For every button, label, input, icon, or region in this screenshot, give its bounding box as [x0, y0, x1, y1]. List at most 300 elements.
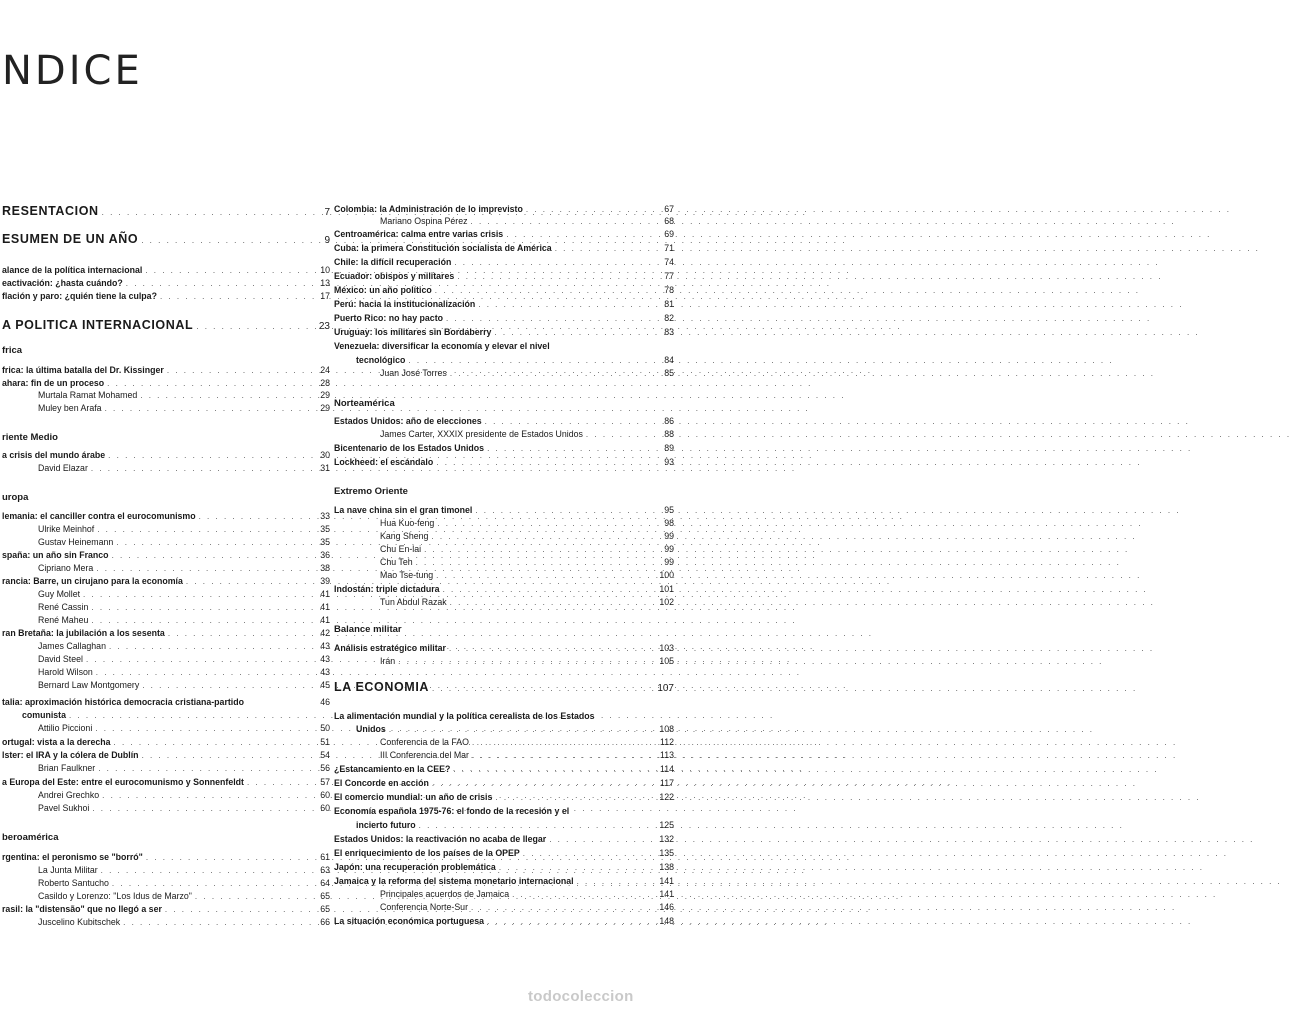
toc-entry-title: a Europa del Este: entre el eurocomunismo y Sonnenfeldt — [2, 777, 244, 787]
toc-leader-dots — [487, 916, 655, 927]
toc-leader-dots — [431, 531, 655, 542]
toc-right-column — [334, 0, 674, 1018]
toc-entry-title: Chile: la difícil recuperación — [334, 257, 452, 267]
toc-page-number: 132 — [659, 834, 674, 844]
toc-section-heading: Balance militar — [334, 624, 402, 635]
toc-leader-dots — [495, 792, 655, 803]
toc-page-number: 60 — [320, 803, 330, 813]
toc-leader-dots — [457, 271, 655, 282]
toc-entry-title: James Callaghan — [38, 641, 106, 651]
toc-entry — [334, 792, 674, 803]
toc-page-number: 38 — [320, 563, 330, 573]
toc-subentry — [0, 763, 330, 774]
toc-page-number: 39 — [320, 576, 330, 586]
toc-leader-dots — [116, 537, 311, 548]
toc-page-number: 46 — [320, 697, 330, 707]
toc-leader-dots — [165, 904, 311, 915]
toc-page-number: 81 — [664, 299, 674, 309]
toc-page-number: 56 — [320, 763, 330, 773]
toc-subentry — [0, 641, 330, 652]
toc-leader-dots — [436, 457, 655, 468]
toc-entry-title: talia: aproximación histórica democracia cristiana-partido — [2, 697, 244, 707]
toc-entry-title: Japón: una recuperación problemática — [334, 862, 496, 872]
toc-page-number: 89 — [664, 443, 674, 453]
toc-leader-dots — [475, 505, 655, 516]
toc-leader-dots — [107, 378, 311, 389]
toc-entry-title: rasil: la "distensão" que no llegó a ser — [2, 904, 162, 914]
toc-entry — [334, 834, 674, 845]
toc-entry-title: El Concorde en acción — [334, 778, 429, 788]
toc-entry — [334, 584, 674, 595]
toc-subentry — [334, 750, 674, 761]
toc-page-number: 29 — [320, 403, 330, 413]
toc-page-number: 99 — [664, 544, 674, 554]
toc-entry-title: tecnológico — [356, 355, 406, 365]
toc-entry — [334, 711, 674, 722]
toc-entry-title: Harold Wilson — [38, 667, 93, 677]
toc-leader-dots — [102, 205, 311, 220]
toc-entry-title: rancia: Barre, un cirujano para la economía — [2, 576, 183, 586]
toc-page-number: 65 — [320, 904, 330, 914]
toc-page-number: 50 — [320, 723, 330, 733]
toc-leader-dots — [98, 763, 311, 774]
toc-leader-dots — [91, 602, 311, 613]
toc-leader-dots — [478, 299, 655, 310]
toc-leader-dots — [91, 615, 311, 626]
toc-subentry — [0, 790, 330, 801]
toc-part-entry — [0, 318, 330, 334]
toc-page-number: 148 — [659, 916, 674, 926]
toc-entry — [0, 750, 330, 761]
toc-entry-title: LA ECONOMIA — [334, 680, 430, 694]
toc-entry — [334, 778, 674, 789]
toc-entry-title: flación y paro: ¿quién tiene la culpa? — [2, 291, 157, 301]
toc-entry-title: Indostán: triple dictadura — [334, 584, 440, 594]
toc-page-number: 7 — [324, 207, 330, 218]
toc-leader-dots — [436, 570, 655, 581]
toc-entry-title: Conferencia Norte-Sur — [380, 902, 469, 912]
toc-leader-dots — [471, 216, 655, 227]
toc-page-number: 141 — [659, 876, 674, 886]
toc-subentry — [334, 429, 674, 440]
toc-leader-dots — [142, 750, 311, 761]
toc-leader-dots — [114, 737, 311, 748]
toc-entry — [0, 378, 330, 389]
toc-entry-title: ran Bretaña: la jubilación a los sesenta — [2, 628, 165, 638]
toc-entry-title: eactivación: ¿hasta cuándo? — [2, 278, 123, 288]
toc-entry — [334, 416, 674, 427]
toc-entry-title: Bicentenario de los Estados Unidos — [334, 443, 485, 453]
toc-entry-title: Mao Tse-tung — [380, 570, 434, 580]
toc-entry — [0, 576, 330, 587]
toc-page-number: 43 — [320, 667, 330, 677]
toc-entry-title: ahara: fin de un proceso — [2, 378, 105, 388]
toc-entry — [0, 628, 330, 639]
toc-leader-dots — [112, 550, 311, 561]
toc-entry-title: Juan José Torres — [380, 368, 447, 378]
toc-section-heading: uropa — [2, 492, 29, 503]
toc-subentry — [0, 891, 330, 902]
toc-entry-title: Tun Abdul Razak — [380, 597, 447, 607]
toc-entry-title: alance de la política internacional — [2, 265, 143, 275]
toc-page-number: 93 — [664, 457, 674, 467]
toc-page-number: 57 — [320, 777, 330, 787]
toc-page-number: 83 — [664, 327, 674, 337]
toc-page-number: 10 — [320, 265, 330, 275]
toc-entry — [0, 737, 330, 748]
toc-entry-title: Ulrike Meinhof — [38, 524, 95, 534]
toc-page-number: 66 — [320, 917, 330, 927]
toc-entry-title: David Steel — [38, 654, 83, 664]
toc-entry-title: Roberto Santucho — [38, 878, 109, 888]
toc-page-number: 98 — [664, 518, 674, 528]
toc-subentry — [0, 667, 330, 678]
toc-subentry — [334, 902, 674, 913]
toc-subentry — [0, 563, 330, 574]
toc-entry-title: frica: la última batalla del Dr. Kissinger — [2, 365, 164, 375]
toc-page-number: 88 — [664, 429, 674, 439]
toc-subentry — [334, 518, 674, 529]
toc-entry — [334, 285, 674, 296]
toc-page-number: 29 — [320, 390, 330, 400]
toc-entry-title: Gustav Heinemann — [38, 537, 114, 547]
toc-entry — [334, 916, 674, 927]
toc-entry-title: Brian Faulkner — [38, 763, 96, 773]
toc-page-number: 35 — [320, 537, 330, 547]
toc-leader-dots — [506, 229, 655, 240]
toc-entry-title: comunista — [22, 710, 66, 720]
toc-page-number: 99 — [664, 557, 674, 567]
toc-entry-title: lster: el IRA y la cólera de Dublín — [2, 750, 139, 760]
toc-page-number: 36 — [320, 550, 330, 560]
toc-leader-dots — [97, 524, 311, 535]
toc-entry-title: Estados Unidos: año de elecciones — [334, 416, 482, 426]
toc-leader-dots — [555, 243, 655, 254]
toc-entry-title: Chu Teh — [380, 557, 413, 567]
toc-page-number: 99 — [664, 531, 674, 541]
toc-section-heading: beroamérica — [2, 832, 59, 843]
toc-leader-dots — [92, 803, 311, 814]
toc-entry — [334, 443, 674, 454]
toc-entry — [0, 511, 330, 522]
toc-page-number: 82 — [664, 313, 674, 323]
toc-entry-title: René Cassin — [38, 602, 89, 612]
toc-entry — [334, 271, 674, 282]
toc-subentry — [334, 368, 674, 379]
toc-leader-dots — [86, 654, 311, 665]
toc-entry-title: Bernard Law Montgomery — [38, 680, 140, 690]
toc-subentry — [0, 403, 330, 414]
toc-leader-dots — [472, 737, 655, 748]
toc-leader-dots — [454, 257, 655, 268]
toc-leader-dots — [108, 450, 311, 461]
toc-entry-title: Mariano Ospina Pérez — [380, 216, 468, 226]
toc-leader-dots — [142, 680, 311, 691]
toc-entry-title: a crisis del mundo árabe — [2, 450, 106, 460]
toc-entry-title: James Carter, XXXIX presidente de Estados Unidos — [380, 429, 583, 439]
toc-leader-dots — [416, 557, 655, 568]
toc-page-number: 30 — [320, 450, 330, 460]
toc-leader-dots — [437, 518, 655, 529]
toc-page-number: 35 — [320, 524, 330, 534]
toc-page-number: 125 — [659, 820, 674, 830]
toc-leader-dots — [494, 327, 655, 338]
toc-leader-dots — [485, 416, 655, 427]
toc-entry — [334, 257, 674, 268]
toc-entry-title: René Maheu — [38, 615, 89, 625]
toc-entry — [0, 904, 330, 915]
toc-leader-dots — [499, 862, 655, 873]
toc-entry-title: La nave china sin el gran timonel — [334, 505, 473, 515]
toc-subentry — [334, 216, 674, 227]
toc-entry-title: ESUMEN DE UN AÑO — [2, 232, 139, 246]
toc-subentry — [334, 889, 674, 900]
toc-section-heading: frica — [2, 345, 23, 356]
toc-section-heading: riente Medio — [2, 432, 58, 443]
toc-entry-title: Venezuela: diversificar la economía y elevar el nivel — [334, 341, 550, 351]
toc-subentry — [0, 878, 330, 889]
toc-entry — [334, 457, 674, 468]
toc-leader-dots — [446, 313, 655, 324]
toc-entry-title: Hua Kuo-feng — [380, 518, 435, 528]
toc-entry — [334, 229, 674, 240]
toc-entry-title: ortugal: vista a la derecha — [2, 737, 111, 747]
toc-subentry — [0, 917, 330, 928]
toc-leader-dots — [102, 790, 311, 801]
toc-entry-title: Pavel Sukhoi — [38, 803, 90, 813]
toc-entry-title: Casildo y Lorenzo: "Los Idus de Marzo" — [38, 891, 192, 901]
toc-leader-dots — [112, 878, 311, 889]
toc-page-number: 54 — [320, 750, 330, 760]
toc-entry-title: David Elazar — [38, 463, 88, 473]
toc-part-entry — [0, 204, 330, 220]
toc-page-number: 28 — [320, 378, 330, 388]
toc-entry — [334, 299, 674, 310]
toc-subentry — [334, 531, 674, 542]
toc-entry — [0, 697, 330, 708]
toc-page-number: 138 — [659, 862, 674, 872]
toc-page-number: 85 — [664, 368, 674, 378]
toc-entry — [0, 852, 330, 863]
toc-subentry — [0, 463, 330, 474]
toc-entry — [334, 327, 674, 338]
toc-entry-title: Perú: hacia la institucionalización — [334, 299, 476, 309]
toc-page-number: 95 — [664, 505, 674, 515]
toc-page-number: 31 — [320, 463, 330, 473]
toc-entry-title: A POLITICA INTERNACIONAL — [2, 318, 194, 332]
toc-entry — [334, 724, 674, 735]
toc-page-number: 64 — [320, 878, 330, 888]
toc-subentry — [334, 656, 674, 667]
toc-page-number: 45 — [320, 680, 330, 690]
toc-entry-title: La situación económica portuguesa — [334, 916, 485, 926]
toc-entry-title: RESENTACION — [2, 204, 99, 218]
toc-part-entry — [0, 232, 330, 248]
toc-page-number: 41 — [320, 602, 330, 612]
toc-entry — [334, 848, 674, 859]
toc-subentry — [334, 570, 674, 581]
toc-subentry — [334, 557, 674, 568]
toc-entry — [0, 777, 330, 788]
toc-entry-title: Colombia: la Administración de lo imprevisto — [334, 204, 523, 214]
toc-page-number: 61 — [320, 852, 330, 862]
toc-subentry — [0, 602, 330, 613]
toc-leader-dots — [586, 429, 655, 440]
toc-leader-dots — [195, 891, 311, 902]
toc-leader-dots — [247, 777, 311, 788]
toc-leader-dots — [91, 463, 311, 474]
toc-leader-dots — [424, 544, 655, 555]
toc-page-number: 113 — [659, 750, 674, 760]
toc-entry-title: Kang Sheng — [380, 531, 429, 541]
toc-entry-title: Unidos — [356, 724, 386, 734]
toc-entry-title: Cuba: la primera Constitución socialista de América — [334, 243, 552, 253]
toc-page-number: 68 — [664, 216, 674, 226]
toc-page-number: 108 — [659, 724, 674, 734]
toc-leader-dots — [123, 917, 311, 928]
toc-section-heading: Extremo Oriente — [334, 486, 408, 497]
toc-entry-title: Cipriano Mera — [38, 563, 94, 573]
toc-entry-title: Guy Mollet — [38, 589, 81, 599]
toc-entry-title: III Conferencia del Mar — [380, 750, 469, 760]
toc-leader-dots — [408, 355, 655, 366]
toc-entry-title: Uruguay: los militares sin Bordaberry — [334, 327, 492, 337]
toc-entry — [0, 291, 330, 302]
toc-entry-title: lemania: el canciller contra el eurocomunismo — [2, 511, 196, 521]
toc-page-number: 17 — [320, 291, 330, 301]
toc-subentry — [0, 803, 330, 814]
toc-page-number: 43 — [320, 654, 330, 664]
toc-entry — [0, 278, 330, 289]
toc-subentry — [0, 654, 330, 665]
toc-subentry — [0, 589, 330, 600]
toc-leader-dots — [577, 876, 655, 887]
toc-page-number: 84 — [664, 355, 674, 365]
toc-page-number: 41 — [320, 589, 330, 599]
toc-subentry — [0, 524, 330, 535]
toc-entry — [334, 764, 674, 775]
toc-subentry — [0, 865, 330, 876]
toc-page-number: 117 — [659, 778, 674, 788]
toc-leader-dots — [435, 285, 655, 296]
toc-leader-dots — [512, 889, 655, 900]
toc-leader-dots — [549, 834, 655, 845]
toc-leader-dots — [146, 852, 311, 863]
toc-page-number: 100 — [659, 570, 674, 580]
toc-page-number: 78 — [664, 285, 674, 295]
toc-leader-dots — [140, 390, 311, 401]
toc-entry-title: Puerto Rico: no hay pacto — [334, 313, 443, 323]
toc-page-number: 67 — [664, 204, 674, 214]
toc-entry-title: Andrei Grechko — [38, 790, 100, 800]
toc-entry-title: Conferencia de la FAO — [380, 737, 469, 747]
toc-page-number: 101 — [659, 584, 674, 594]
toc-section-heading: Norteamérica — [334, 398, 395, 409]
toc-leader-dots — [472, 750, 655, 761]
toc-page-number: 33 — [320, 511, 330, 521]
toc-entry-title: Jamaica y la reforma del sistema monetario internacional — [334, 876, 574, 886]
toc-leader-dots — [186, 576, 311, 587]
toc-entry-title: Economía española 1975-76: el fondo de la recesión y el — [334, 806, 570, 816]
toc-entry — [0, 265, 330, 276]
toc-entry-title: La Junta Militar — [38, 865, 98, 875]
toc-part-entry — [334, 680, 674, 696]
toc-entry-title: La alimentación mundial y la política cerealista de los Estados — [334, 711, 595, 721]
toc-page-number: 146 — [659, 902, 674, 912]
toc-entry — [334, 806, 674, 817]
watermark-logo: todocoleccion — [528, 988, 634, 1005]
toc-entry — [0, 365, 330, 376]
toc-leader-dots — [109, 641, 311, 652]
toc-entry-title: Estados Unidos: la reactivación no acaba de llegar — [334, 834, 547, 844]
toc-entry-title: Juscelino Kubitschek — [38, 917, 121, 927]
toc-entry — [334, 876, 674, 887]
toc-leader-dots — [83, 589, 311, 600]
toc-entry — [334, 355, 674, 366]
toc-page-number: 43 — [320, 641, 330, 651]
toc-leader-dots — [141, 233, 311, 248]
toc-entry — [0, 450, 330, 461]
toc-subentry — [334, 737, 674, 748]
toc-leader-dots — [95, 723, 311, 734]
toc-page-number: 65 — [320, 891, 330, 901]
toc-page-number: 77 — [664, 271, 674, 281]
toc-page-number: 107 — [657, 683, 674, 694]
toc-leader-dots — [419, 820, 655, 831]
toc-page-number: 114 — [659, 764, 674, 774]
toc-entry — [334, 313, 674, 324]
toc-entry-title: Ecuador: obispos y militares — [334, 271, 455, 281]
toc-page-number: 102 — [659, 597, 674, 607]
toc-entry-title: Centroamérica: calma entre varias crisis — [334, 229, 504, 239]
page-title: NDICE — [2, 48, 143, 94]
toc-leader-dots — [196, 319, 311, 334]
toc-leader-dots — [450, 597, 655, 608]
toc-entry — [334, 820, 674, 831]
toc-entry-title: Lockheed: el escándalo — [334, 457, 434, 467]
toc-entry-title: Attilio Piccioni — [38, 723, 93, 733]
toc-page-number: 74 — [664, 257, 674, 267]
toc-page-number: 23 — [318, 321, 330, 332]
toc-leader-dots — [101, 865, 311, 876]
toc-page-number: 60 — [320, 790, 330, 800]
toc-page-number: 42 — [320, 628, 330, 638]
toc-page-number: 9 — [324, 235, 330, 246]
toc-leader-dots — [69, 710, 311, 721]
toc-page-number: 103 — [659, 643, 674, 653]
toc-leader-dots — [398, 656, 655, 667]
toc-page-number: 63 — [320, 865, 330, 875]
toc-entry — [0, 710, 330, 721]
toc-subentry — [0, 615, 330, 626]
toc-subentry — [334, 544, 674, 555]
toc-entry-title: El comercio mundial: un año de crisis — [334, 792, 493, 802]
toc-entry-title: spaña: un año sin Franco — [2, 550, 109, 560]
toc-page-number: 41 — [320, 615, 330, 625]
toc-subentry — [0, 390, 330, 401]
toc-page-number: 135 — [659, 848, 674, 858]
toc-page-number: 112 — [659, 737, 674, 747]
toc-entry-title: El enriquecimiento de los países de la OPEP — [334, 848, 520, 858]
toc-leader-dots — [471, 902, 655, 913]
toc-entry-title: México: un año político — [334, 285, 432, 295]
toc-leader-dots — [168, 628, 311, 639]
toc-leader-dots — [167, 365, 311, 376]
toc-entry-title: rgentina: el peronismo se "borró" — [2, 852, 143, 862]
toc-leader-dots — [199, 511, 311, 522]
toc-entry-title: Irán — [380, 656, 396, 666]
toc-leader-dots — [449, 643, 655, 654]
